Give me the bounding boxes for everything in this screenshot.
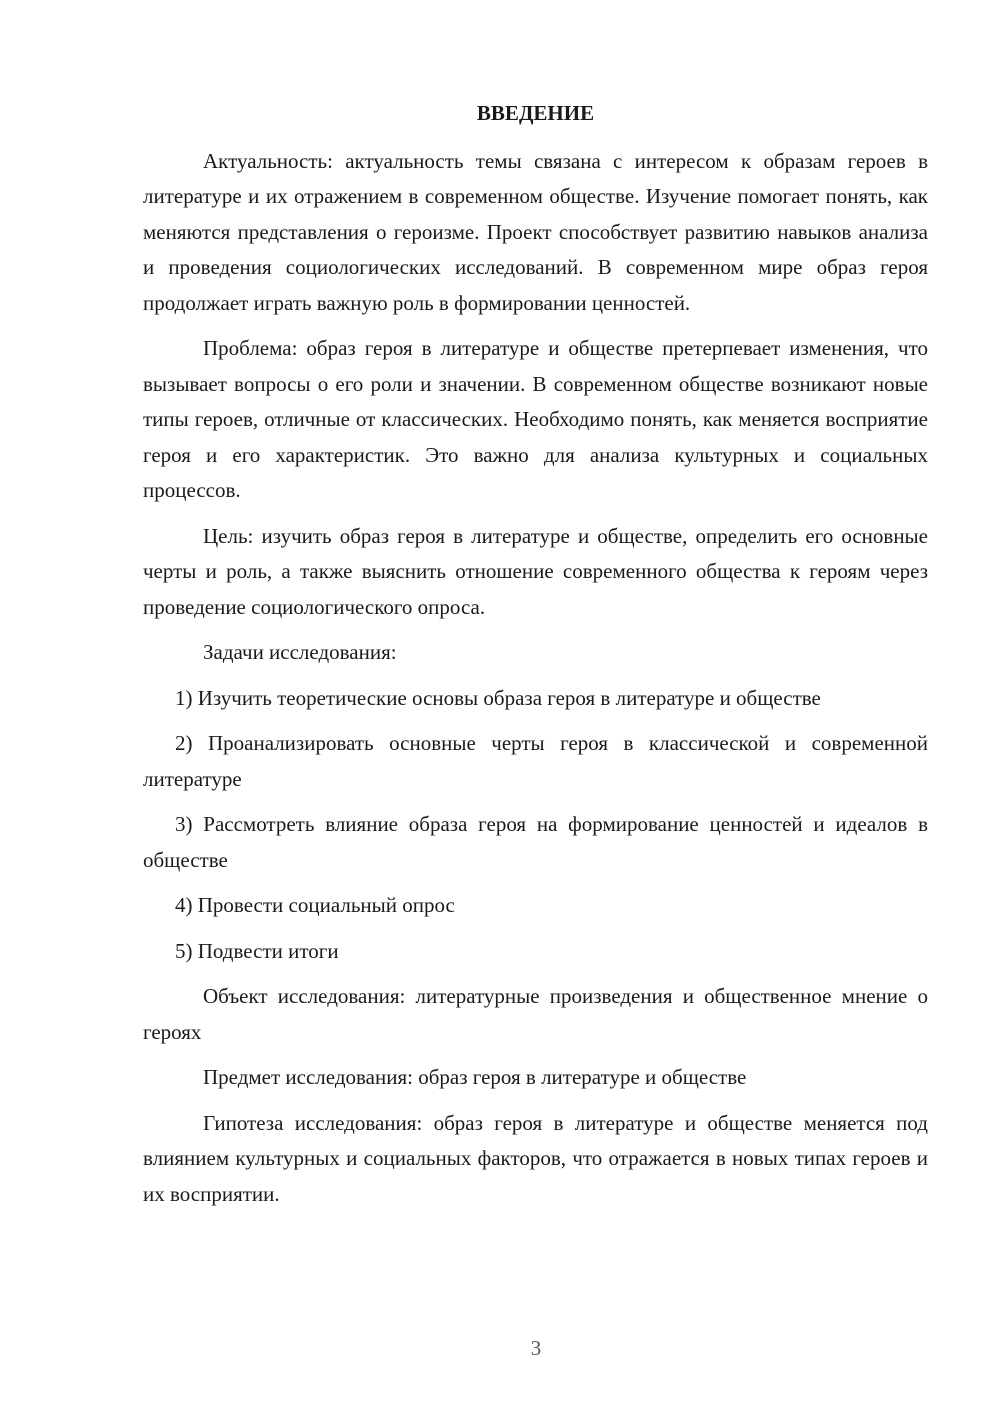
object-paragraph: Объект исследования: литературные произведения и общественное мнение о героях — [143, 984, 928, 1044]
list-item: 4) Провести социальный опрос — [175, 893, 455, 917]
problem-paragraph: Проблема: образ героя в литературе и обществе претерпевает изменения, что вызывает вопросы о его роли и значении. В современном обществе возникают новые типы героев, отличные от классических. Необходимо понять, как меняется восприятие героя и его характеристик. Это важно для анализа культурных и социальных процессов. — [143, 336, 928, 502]
subject-paragraph: Предмет исследования: образ героя в литературе и обществе — [203, 1065, 747, 1089]
hypothesis-paragraph: Гипотеза исследования: образ героя в литературе и обществе меняется под влиянием культурных и социальных факторов, что отражается в новых типах героев и их восприятии. — [143, 1110, 928, 1206]
list-item: 2) Проанализировать основные черты героя в классической и современной литературе — [143, 731, 928, 791]
tasks-heading: Задачи исследования: — [203, 640, 397, 664]
list-item: 1) Изучить теоретические основы образа героя в литературе и обществе — [175, 685, 821, 710]
list-item: 5) Подвести итоги — [175, 938, 339, 963]
relevance-paragraph: Актуальность: актуальность темы связана с интересом к образам героев в литературе и их отражением в современном обществе. Изучение помогает понять, как меняются представления о героизме. Проект способствует развитию навыков анализа и проведения социологических исследований. В современном мире образ героя продолжает играть важную роль в формировании ценностей. — [143, 148, 928, 315]
goal-paragraph: Цель: изучить образ героя в литературе и обществе, определить его основные черты и роль, а также выяснить отношение современного общества к героям через проведение социологического опроса. — [143, 523, 928, 619]
tasks-list — [143, 681, 928, 970]
list-item: 3) Рассмотреть влияние образа героя на формирование ценностей и идеалов в обществе — [143, 812, 928, 872]
page-number: 3 — [530, 1336, 542, 1360]
page-content — [143, 96, 928, 1222]
section-title: ВВЕДЕНИЕ — [476, 101, 595, 125]
